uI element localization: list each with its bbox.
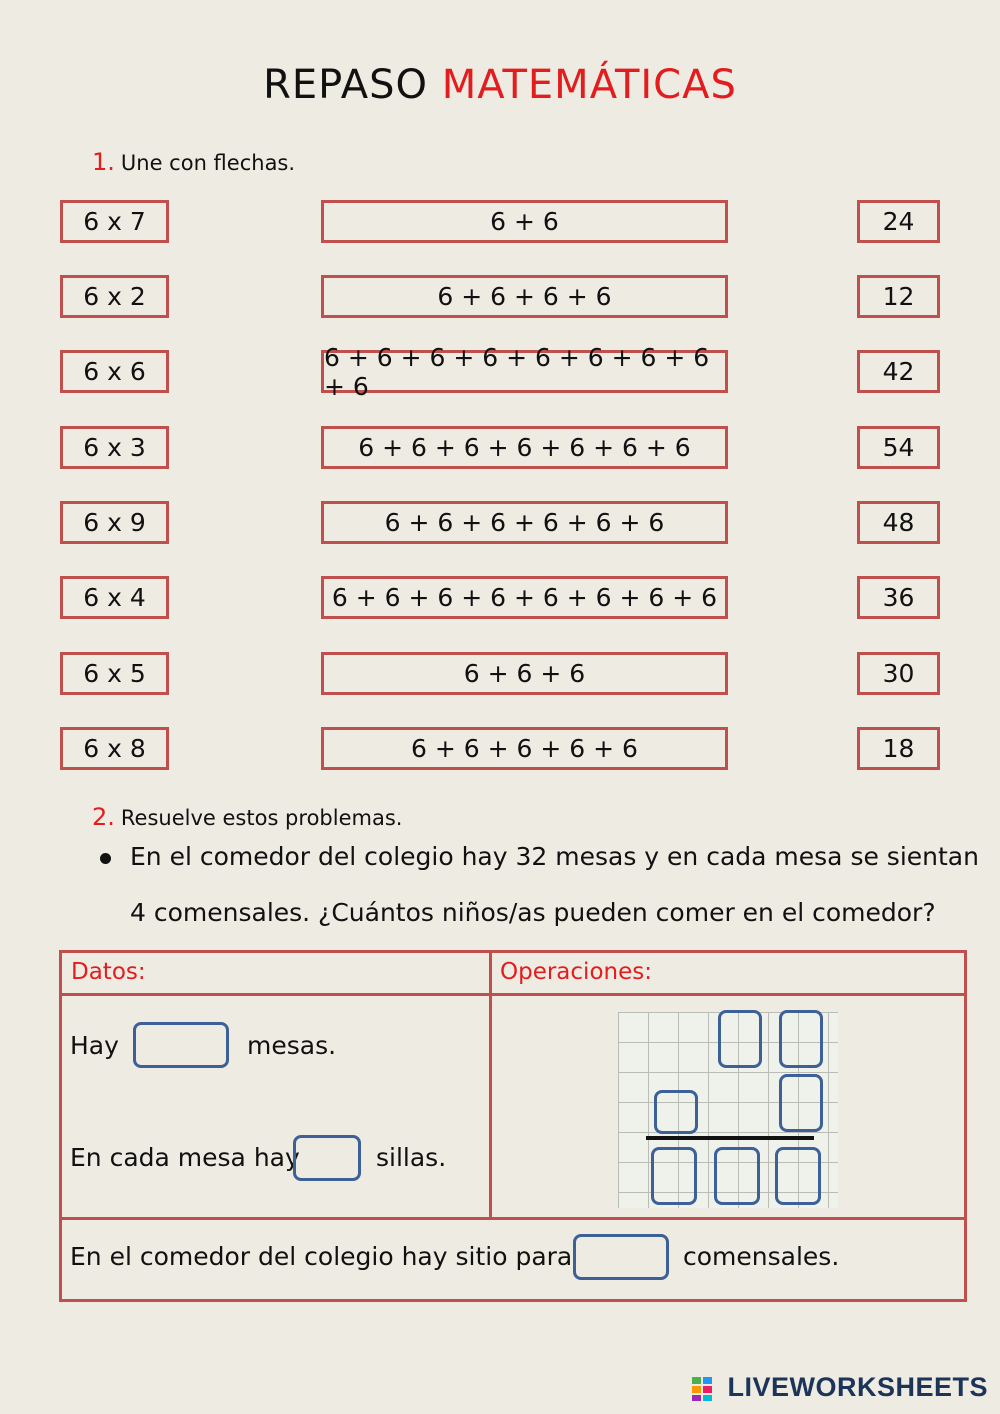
bullet-icon (100, 853, 111, 864)
result-box[interactable]: 54 (857, 426, 940, 469)
multiplication-box[interactable]: 6 x 8 (60, 727, 169, 770)
title-part2: MATEMÁTICAS (441, 62, 737, 108)
factor-units-digit-box[interactable] (779, 1010, 823, 1068)
result-box[interactable]: 30 (857, 652, 940, 695)
addition-box[interactable]: 6 + 6 + 6 + 6 + 6 + 6 + 6 + 6 (321, 576, 728, 619)
multiplication-box[interactable]: 6 x 7 (60, 200, 169, 243)
result-box[interactable]: 48 (857, 501, 940, 544)
section2-number: 2. (92, 803, 115, 831)
section2-text: Resuelve estos problemas. (120, 806, 403, 830)
liveworksheets-logo: LIVEWORKSHEETS (727, 1372, 988, 1402)
multiplication-box[interactable]: 6 x 2 (60, 275, 169, 318)
multiplication-box[interactable]: 6 x 6 (60, 350, 169, 393)
answer-suffix: comensales. (683, 1242, 840, 1271)
mesas-answer-box[interactable] (133, 1022, 229, 1068)
result-box[interactable]: 24 (857, 200, 940, 243)
result-hundreds-box[interactable] (651, 1147, 697, 1205)
section1-number: 1. (92, 148, 115, 176)
en-cada-mesa-label: En cada mesa hay (70, 1143, 300, 1172)
datos-label: Datos: (71, 959, 146, 985)
multiplier-digit-box[interactable] (779, 1074, 823, 1132)
title-part1: REPASO (263, 62, 428, 108)
table-divider (62, 993, 964, 996)
operaciones-label: Operaciones: (500, 959, 652, 985)
carry-digit-box[interactable] (654, 1090, 698, 1134)
multiplication-box[interactable]: 6 x 3 (60, 426, 169, 469)
result-tens-box[interactable] (714, 1147, 760, 1205)
answer-prefix: En el comedor del colegio hay sitio para (70, 1242, 573, 1271)
result-box[interactable]: 42 (857, 350, 940, 393)
liveworksheets-logo-icon (692, 1377, 712, 1401)
multiplication-box[interactable]: 6 x 9 (60, 501, 169, 544)
addition-box[interactable]: 6 + 6 + 6 + 6 + 6 + 6 (321, 501, 728, 544)
result-box[interactable]: 12 (857, 275, 940, 318)
addition-box[interactable]: 6 + 6 + 6 + 6 + 6 + 6 + 6 + 6 + 6 (321, 350, 728, 393)
table-divider (489, 953, 492, 1220)
section2-instruction (92, 803, 402, 831)
addition-box[interactable]: 6 + 6 (321, 200, 728, 243)
multiplication-box[interactable]: 6 x 5 (60, 652, 169, 695)
problem-line-1: En el comedor del colegio hay 32 mesas y en cada mesa se sientan (130, 842, 979, 871)
mesas-label: mesas. (247, 1031, 337, 1060)
factor-tens-digit-box[interactable] (718, 1010, 762, 1068)
multiplication-box[interactable]: 6 x 4 (60, 576, 169, 619)
addition-box[interactable]: 6 + 6 + 6 (321, 652, 728, 695)
result-box[interactable]: 36 (857, 576, 940, 619)
result-box[interactable]: 18 (857, 727, 940, 770)
page-title (0, 62, 1000, 108)
problem-line-2: 4 comensales. ¿Cuántos niños/as pueden comer en el comedor? (130, 898, 936, 927)
sillas-answer-box[interactable] (293, 1135, 361, 1181)
comensales-answer-box[interactable] (573, 1234, 669, 1280)
sillas-label: sillas. (376, 1143, 447, 1172)
table-divider (62, 1217, 964, 1220)
section1-instruction (92, 148, 295, 176)
section1-text: Une con flechas. (120, 151, 296, 175)
operation-line (646, 1136, 814, 1140)
hay-label: Hay (70, 1031, 119, 1060)
addition-box[interactable]: 6 + 6 + 6 + 6 + 6 (321, 727, 728, 770)
addition-box[interactable]: 6 + 6 + 6 + 6 + 6 + 6 + 6 (321, 426, 728, 469)
result-units-box[interactable] (775, 1147, 821, 1205)
addition-box[interactable]: 6 + 6 + 6 + 6 (321, 275, 728, 318)
